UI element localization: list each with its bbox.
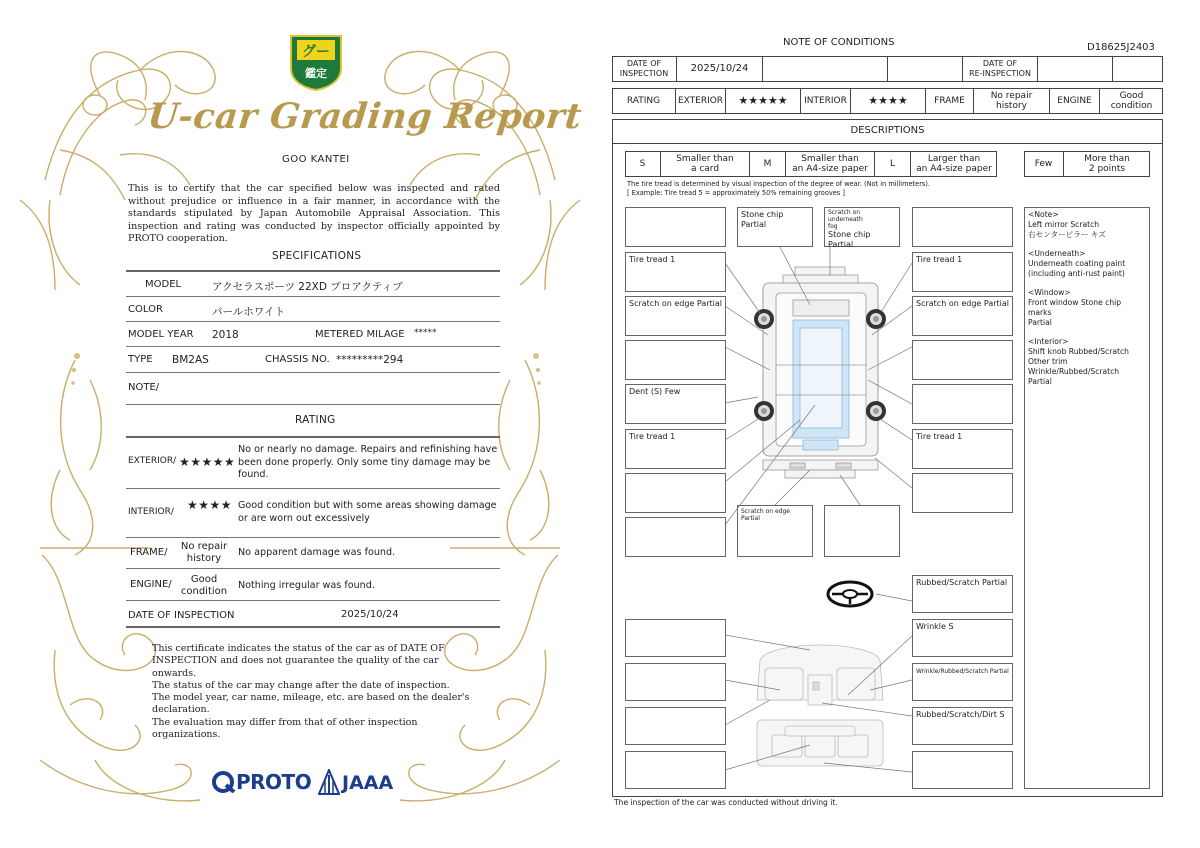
goo-kantei-badge — [287, 30, 345, 92]
frame-description: No apparent damage was found. — [238, 547, 396, 558]
legend-few: Few — [1024, 151, 1064, 177]
exterior-box-right-6 — [912, 473, 1013, 513]
engine-label: ENGINE — [1050, 88, 1100, 114]
interior-box-left-0 — [625, 619, 726, 657]
footer-line: The evaluation may differ from that of other inspection organizations. — [152, 716, 418, 741]
note-label: NOTE/ — [128, 382, 160, 393]
legend-few-desc-line1: More than — [1084, 154, 1130, 164]
legend-s-desc-line1: Smaller than — [676, 154, 734, 164]
tiny-label: Scratch on underneath — [828, 209, 863, 223]
interior-stars: ★★★★ — [187, 498, 233, 512]
tire-note-line1: The tire tread is determined by visual inspection of the degree of wear. (Not in millimeters). — [627, 180, 931, 188]
note-heading: <Interior> — [1028, 337, 1069, 347]
legend-l-desc-line1: Larger than — [927, 154, 981, 164]
note-line: Partial — [1028, 317, 1052, 327]
exterior-box-left-3 — [625, 340, 726, 380]
interior-box-right-1: Rubbed/Scratch Partial — [912, 575, 1013, 613]
interior-box-right-4: Rubbed/Scratch/Dirt S — [912, 707, 1013, 745]
footer-line: This certificate indicates the status of the car as of DATE OF INSPECTION and does not guarantee the quality of the car onwards. — [152, 643, 445, 679]
legend-m-desc-line1: Smaller than — [801, 154, 859, 164]
color-label: COLOR — [128, 304, 163, 315]
metered-milage-label: METERED MILAGE — [315, 329, 405, 340]
report-subtitle: GOO KANTEI — [282, 154, 350, 165]
frame-value-line1: No repair — [180, 541, 228, 552]
model-label: MODEL — [145, 279, 182, 290]
tire-note-line2: [ Example: Tire tread 5 = approximately 50% remaining grooves ] — [627, 189, 845, 197]
specifications-heading: SPECIFICATIONS — [272, 250, 362, 262]
interior-description: Good condition but with some areas showing damage or are worn out excessively — [238, 500, 497, 524]
svg-text:鑑定: 鑑定 — [305, 67, 327, 80]
frame-value-line2: history — [186, 553, 222, 564]
note-heading: <Window> — [1028, 288, 1071, 298]
engine-value — [176, 574, 232, 598]
note-line: Front window Stone chip marks — [1028, 298, 1122, 317]
note-line: Wrinkle/Rubbed/Scratch — [1028, 366, 1120, 376]
legend-m: M — [750, 151, 786, 177]
model-year-value: 2018 — [212, 329, 239, 341]
note-title: NOTE OF CONDITIONS — [783, 37, 895, 48]
note-line: Other trim — [1028, 356, 1068, 366]
certificate-footer — [152, 643, 482, 741]
reinspection-label-line1: DATE OF — [982, 59, 1018, 68]
exterior-box-right-3 — [912, 340, 1013, 380]
date-label-line2: INSPECTION — [619, 69, 669, 78]
exterior-box-left-0 — [625, 207, 726, 247]
chassis-value: *********294 — [336, 354, 404, 366]
interior-box-right-2: Wrinkle S — [912, 619, 1013, 657]
interior-box-left-1 — [625, 663, 726, 701]
date-label-line1: DATE OF — [626, 59, 662, 68]
exterior-box-right-1: Tire tread 1 — [912, 252, 1013, 292]
reinspection-label-line2: RE-INSPECTION — [969, 69, 1031, 78]
rating-heading: RATING — [295, 414, 336, 426]
date-of-inspection-value: 2025/10/24 — [677, 56, 763, 82]
footer-line: The model year, car name, mileage, etc. are based on the dealer's declaration. — [152, 692, 470, 716]
engine-value-line1: Good — [190, 574, 218, 585]
frame-label: FRAME/ — [130, 547, 168, 558]
note-line: Shift knob Rubbed/Scratch — [1028, 347, 1129, 357]
svg-text:グー: グー — [302, 44, 330, 60]
exterior-box-left-6 — [625, 473, 726, 513]
metered-milage-value: ***** — [414, 328, 437, 338]
inspection-footer: The inspection of the car was conducted without driving it. — [614, 798, 838, 807]
engine-value-line2: condition — [1110, 101, 1153, 111]
engine-value-line2: condition — [180, 586, 228, 597]
interior-rating: ★★★★ — [851, 88, 926, 114]
jaaa-logo-icon — [318, 769, 340, 795]
exterior-label: EXTERIOR — [676, 88, 726, 114]
legend-l-desc-line2: an A4-size paper — [916, 164, 992, 174]
model-year-label: MODEL YEAR — [128, 329, 194, 340]
engine-description: Nothing irregular was found. — [238, 580, 375, 591]
exterior-box-top-center-right — [824, 207, 900, 247]
exterior-box-left-1: Tire tread 1 — [625, 252, 726, 292]
note-line: (including anti-rust paint) — [1028, 268, 1125, 278]
model-value: アクセラスポーツ 22XD プロアクティブ — [212, 281, 403, 293]
exterior-box-left-4: Dent (S) Few — [625, 384, 726, 424]
engine-label: ENGINE/ — [130, 579, 172, 590]
box-label: Stone chip Partial — [828, 230, 871, 249]
note-line: 右センターピラー キズ — [1028, 229, 1106, 239]
legend-s-desc-line2: a card — [690, 164, 720, 174]
notes-panel — [1024, 207, 1150, 789]
note-line: Left mirror Scratch — [1028, 219, 1100, 229]
document-id: D18625J2403 — [1087, 42, 1155, 53]
exterior-label: EXTERIOR/ — [128, 456, 177, 466]
engine-value-line1: Good — [1119, 91, 1144, 101]
note-heading: <Underneath> — [1028, 249, 1086, 259]
exterior-rating: ★★★★★ — [726, 88, 801, 114]
exterior-box-left-2: Scratch on edge Partial — [625, 296, 726, 336]
frame-label: FRAME — [926, 88, 974, 114]
legend-few-desc-line2: 2 points — [1088, 164, 1126, 174]
exterior-box-right-2: Scratch on edge Partial — [912, 296, 1013, 336]
exterior-stars: ★★★★★ — [179, 455, 236, 469]
interior-label: INTERIOR — [801, 88, 851, 114]
report-title: U-car Grading Report — [145, 96, 584, 137]
interior-box-right-3: Wrinkle/Rubbed/Scratch Partial — [912, 663, 1013, 701]
jaaa-logo: JAAA — [342, 772, 394, 794]
note-line: Partial — [1028, 376, 1052, 386]
rating-label: RATING — [612, 88, 676, 114]
note-of-conditions — [600, 0, 1200, 848]
legend-s: S — [625, 151, 661, 177]
proto-logo: PROTO — [236, 770, 312, 794]
exterior-box-right-0 — [912, 207, 1013, 247]
exterior-box-right-4 — [912, 384, 1013, 424]
color-value: パールホワイト — [212, 306, 285, 318]
frame-value-line2: history — [996, 101, 1027, 111]
interior-box-left-2 — [625, 707, 726, 745]
exterior-description: No or nearly no damage. Repairs and refinishing have been done properly. Only some tiny damage may be found. — [238, 444, 498, 481]
type-label: TYPE — [128, 354, 153, 365]
interior-box-right-5 — [912, 751, 1013, 789]
note-line: Underneath coating paint — [1028, 258, 1126, 268]
interior-box-left-3 — [625, 751, 726, 789]
interior-label: INTERIOR/ — [128, 507, 174, 517]
legend-l: L — [875, 151, 911, 177]
note-heading: <Note> — [1028, 210, 1059, 219]
type-value: BM2AS — [172, 354, 209, 366]
date-of-inspection-label: DATE OF INSPECTION — [128, 610, 235, 621]
legend-m-desc-line2: an A4-size paper — [792, 164, 868, 174]
exterior-box-left-7 — [625, 517, 726, 557]
descriptions-heading: DESCRIPTIONS — [612, 119, 1163, 144]
exterior-box-top-center-left: Stone chip Partial — [737, 207, 813, 247]
chassis-label: CHASSIS NO. — [265, 354, 330, 365]
proto-logo-icon — [212, 771, 236, 793]
tiny-label: fog — [828, 223, 838, 230]
exterior-box-left-5: Tire tread 1 — [625, 429, 726, 469]
certification-statement: This is to certify that the car specified below was inspected and rated without prejudice or influence in a fair manner, in accordance with the standards stipulated by Japan Automobile Appraisal Association. This inspection and rating was conducted by inspector officially appointed by PROTO cooperation. — [128, 183, 500, 245]
frame-value-line1: No repair — [990, 91, 1033, 101]
exterior-box-right-5: Tire tread 1 — [912, 429, 1013, 469]
footer-line: The status of the car may change after the date of inspection. — [152, 679, 450, 691]
exterior-box-bottom-center-left: Scratch on edge Partial — [737, 505, 813, 557]
date-of-inspection-value: 2025/10/24 — [341, 609, 399, 620]
frame-value — [176, 541, 232, 565]
exterior-box-bottom-center-right — [824, 505, 900, 557]
